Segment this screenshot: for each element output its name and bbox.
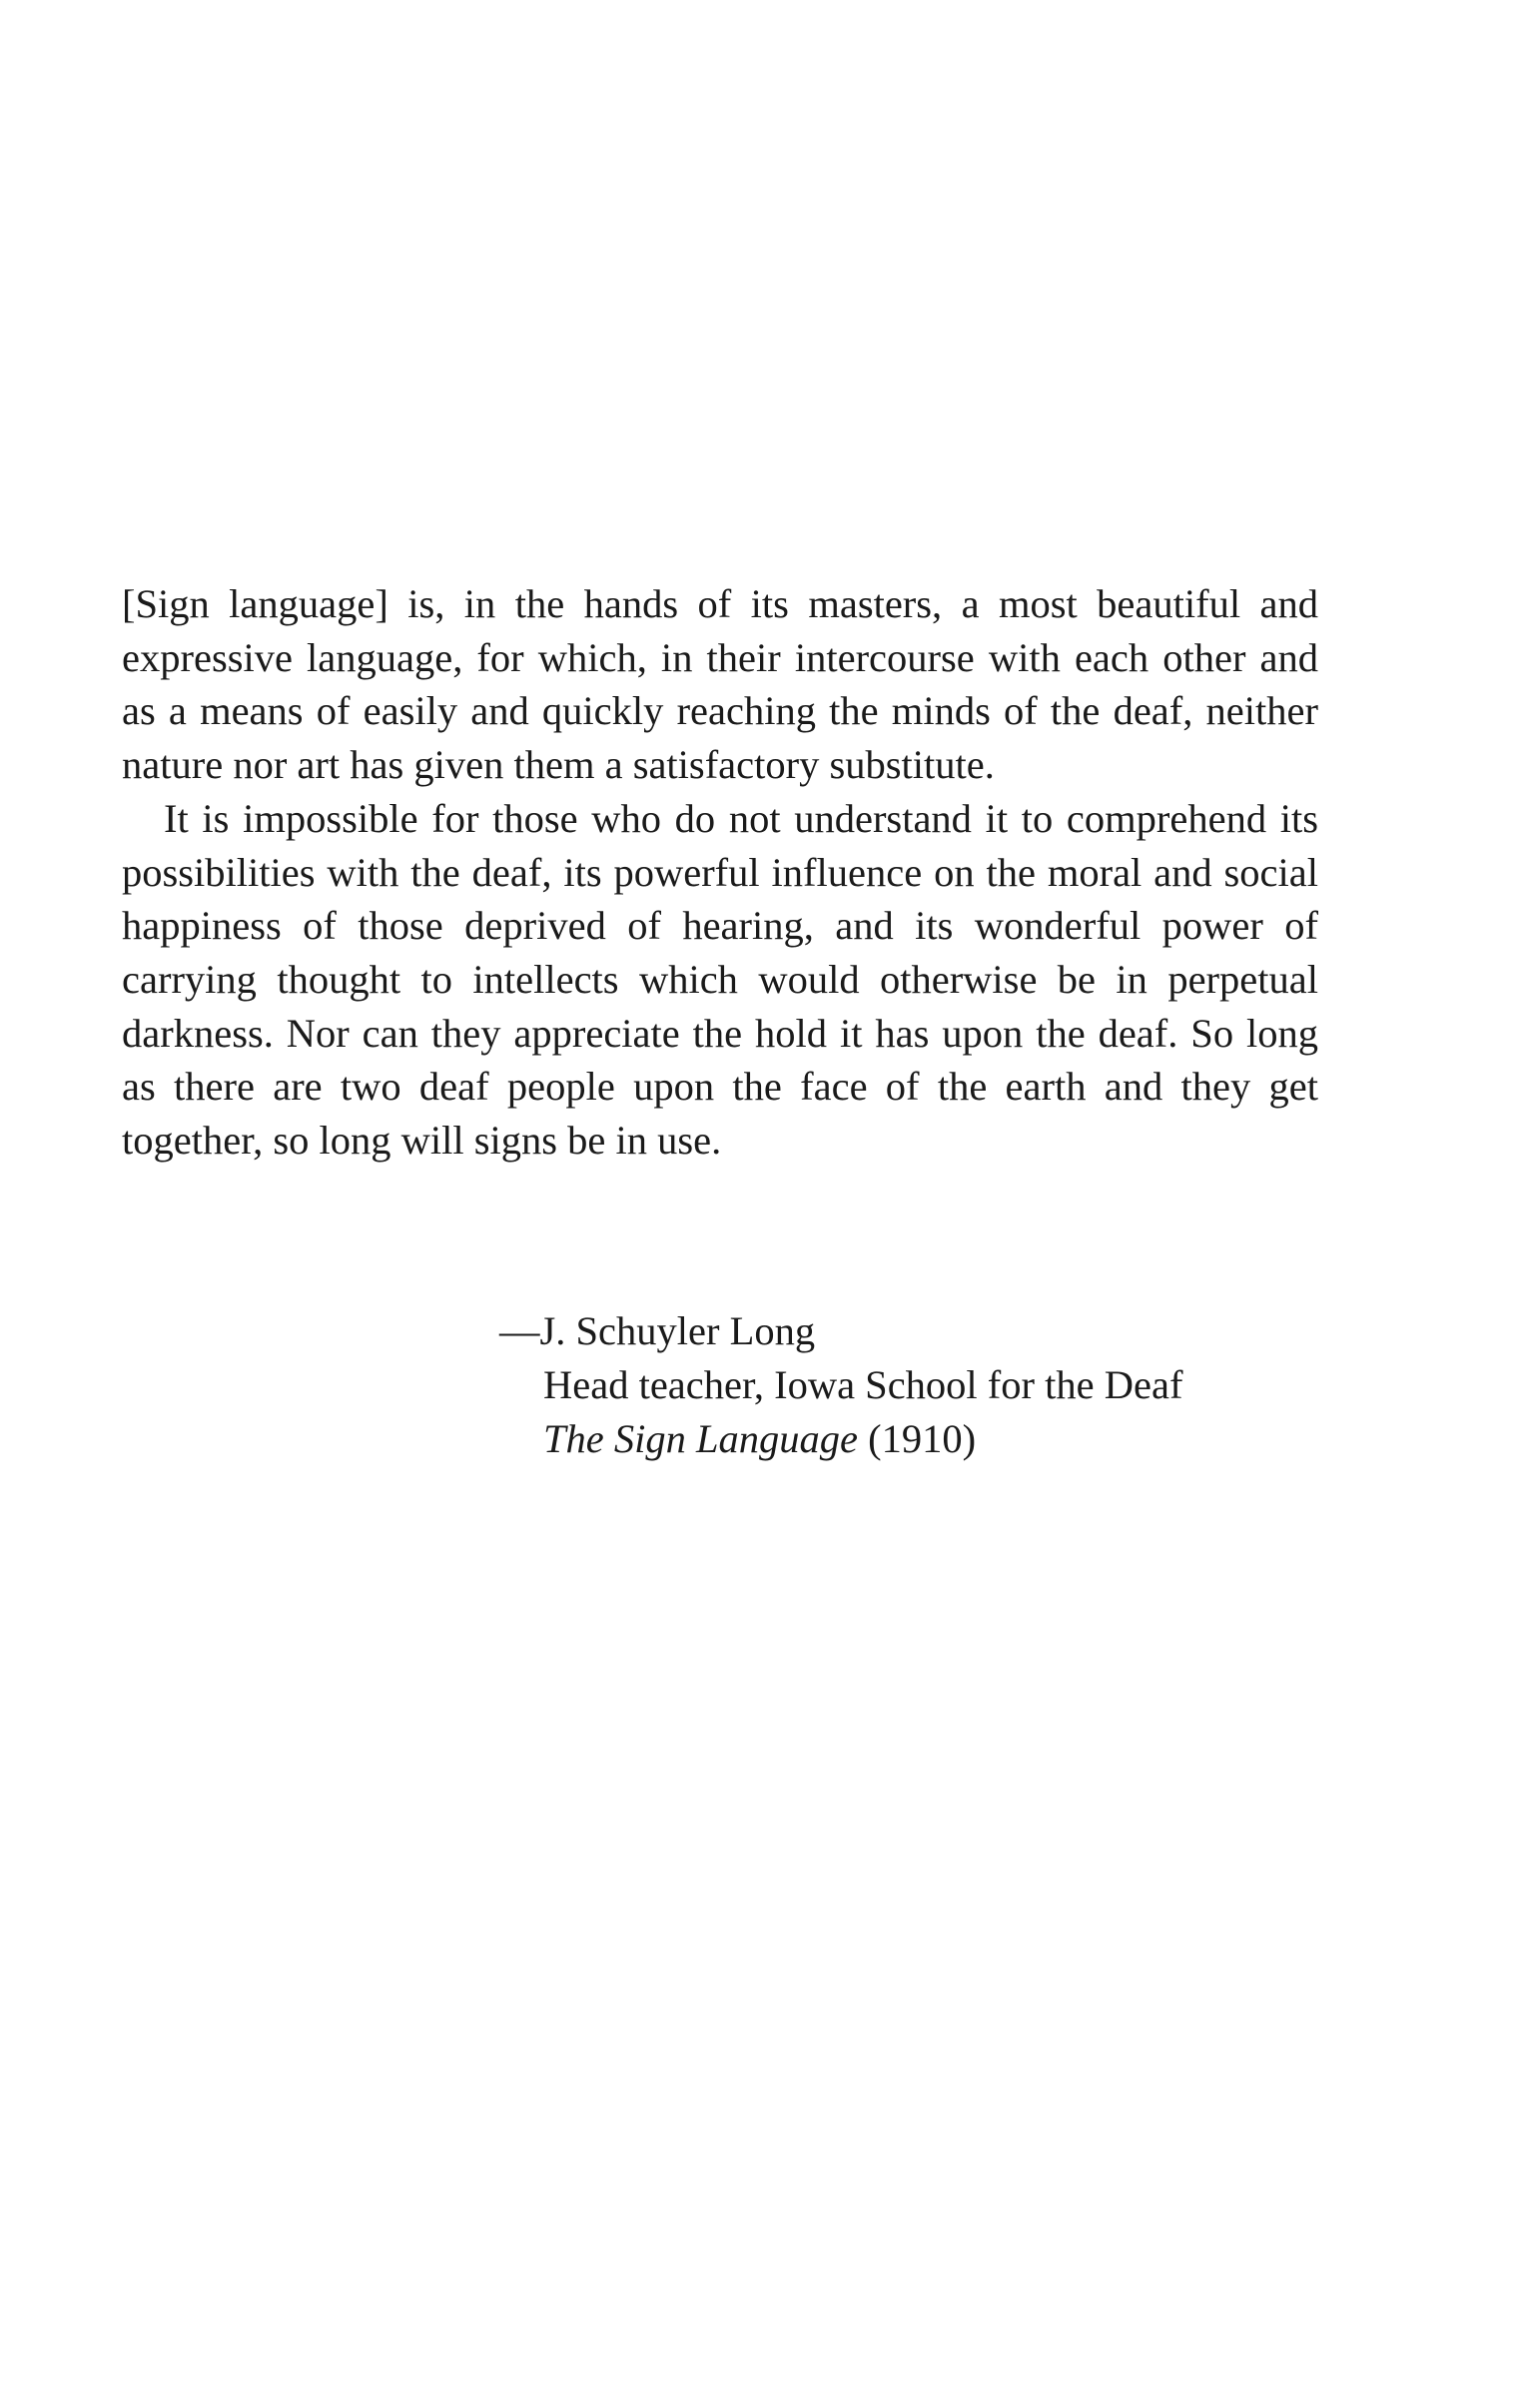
source-title: The Sign Language — [543, 1416, 859, 1461]
attribution-author: —J. Schuyler Long — [499, 1308, 816, 1353]
attribution-role: Head teacher, Iowa School for the Deaf — [543, 1362, 1183, 1407]
quote-attribution — [499, 1304, 1182, 1466]
source-year: (1910) — [868, 1416, 977, 1461]
quote-paragraph-2: It is impossible for those who do not understand it to comprehend its possibilities with the deaf, its powerful influence on the moral and social happiness of those deprived of hearing, and its wonderful power of carrying thought to intellects which would otherwise be in perpetual darkness. Nor can they appreciate the hold it has upon the deaf. So long as there are two deaf people upon the face of the earth and they get together, so long will signs be in use. — [122, 795, 1318, 1164]
attribution-source — [543, 1412, 1182, 1466]
quote-paragraph-1: [Sign language] is, in the hands of its masters, a most beautiful and expressive language, for which, in their intercourse with each other and as a means of easily and quickly reaching the minds of the deaf, neither nature nor art has given them a satisfactory substitute. — [122, 581, 1318, 788]
epigraph-quote — [122, 577, 1318, 1168]
